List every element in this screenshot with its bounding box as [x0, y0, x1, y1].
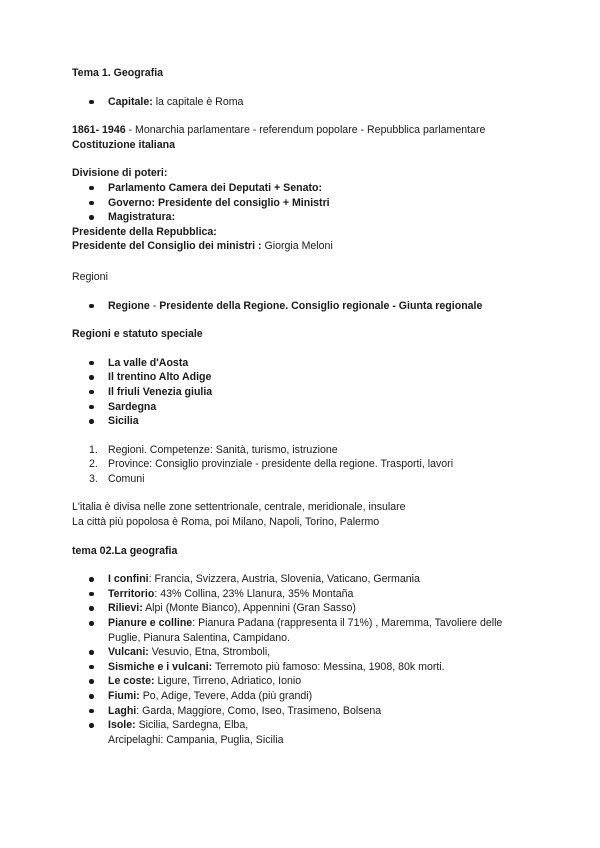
bullet-icon — [89, 419, 94, 424]
bullet-icon — [89, 606, 94, 611]
bullet-icon — [89, 375, 94, 380]
bullet-icon — [89, 723, 94, 728]
list-item-capitale: Capitale: la capitale è Roma — [72, 95, 542, 110]
statuto-heading: Regioni e statuto speciale — [72, 328, 203, 341]
regioni-label: Regioni — [72, 270, 108, 283]
bullet-icon — [89, 186, 94, 191]
list-item: La valle d'Aosta — [72, 356, 542, 371]
list-item: Vulcani: Vesuvio, Etna, Stromboli, — [72, 645, 542, 660]
geografia-list — [72, 572, 542, 747]
history-line: 1861- 1946 - Monarchia parlamentare - referendum popolare - Repubblica parlamentare — [72, 124, 486, 137]
capitale-list — [72, 95, 542, 110]
list-item: I confini: Francia, Svizzera, Austria, Slovenia, Vaticano, Germania — [72, 572, 542, 587]
bullet-icon — [89, 577, 94, 582]
list-item: Sardegna — [72, 400, 542, 415]
bullet-icon — [89, 621, 94, 626]
citta-line: La città più popolosa è Roma, poi Milano, Napoli, Torino, Palermo — [72, 516, 380, 529]
list-item: Le coste: Ligure, Tirreno, Adriatico, Ionio — [72, 674, 542, 689]
list-item: Il friuli Venezia giulia — [72, 385, 542, 400]
list-item: Sismiche e i vulcani: Terremoto più famoso: Messina, 1908, 80k morti. — [72, 660, 542, 675]
bullet-icon — [89, 304, 94, 309]
bullet-icon — [89, 709, 94, 714]
numbered-item: 2. Province: Consiglio provinziale - presidente della regione. Trasporti, lavori — [89, 458, 454, 471]
list-item: Governo: Presidente del consiglio + Ministri — [72, 196, 542, 211]
list-item: Parlamento Camera dei Deputati + Senato: — [72, 181, 542, 196]
list-item: Laghi: Garda, Maggiore, Como, Iseo, Trasimeno, Bolsena — [72, 704, 542, 719]
divisione-heading: Divisione di poteri: — [72, 167, 168, 180]
divisione-list — [72, 181, 542, 225]
bullet-icon — [89, 390, 94, 395]
livelli-list — [72, 443, 542, 487]
document-page — [72, 66, 542, 747]
bullet-icon — [89, 694, 94, 699]
bullet-icon — [89, 215, 94, 220]
bullet-icon — [89, 405, 94, 410]
regione-list — [72, 299, 542, 314]
bullet-icon — [89, 665, 94, 670]
presidente-consiglio-line: Presidente del Consiglio dei ministri : Giorgia Meloni — [72, 240, 333, 253]
list-item: Magistratura: — [72, 210, 542, 225]
bullet-icon — [89, 650, 94, 655]
list-item: Rilievi: Alpi (Monte Bianco), Appennini (Gran Sasso) — [72, 601, 542, 616]
list-item: Isole: Sicilia, Sardegna, Elba, — [72, 718, 542, 733]
presidente-repubblica-line: Presidente della Repubblica: — [72, 225, 217, 238]
list-item: Fiumi: Po, Adige, Tevere, Adda (più grandi) — [72, 689, 542, 704]
list-item: Il trentino Alto Adige — [72, 370, 542, 385]
bullet-icon — [89, 201, 94, 206]
bullet-icon — [89, 361, 94, 366]
bullet-icon — [89, 100, 94, 105]
statuto-list — [72, 356, 542, 429]
section-title-tema2: tema 02.La geografia — [72, 544, 178, 557]
bullet-icon — [89, 679, 94, 684]
costituzione-heading: Costituzione italiana — [72, 138, 176, 151]
section-title-tema1: Tema 1. Geografia — [72, 67, 164, 79]
zone-line: L'italia è divisa nelle zone settentrionale, centrale, meridionale, insulare — [72, 501, 406, 514]
list-item: Pianure e colline: Pianura Padana (rappresenta il 71%) , Maremma, Tavoliere delle Puglie, Pianura Salentina, Campidano. — [72, 616, 508, 645]
bullet-icon — [89, 592, 94, 597]
numbered-item: 1. Regioni. Competenze: Sanità, turismo, istruzione — [89, 443, 338, 456]
list-item: Territorio: 43% Collina, 23% Llanura, 35% Montaña — [72, 587, 542, 602]
numbered-item: 3. Comuni — [89, 472, 145, 485]
list-item-regione: Regione - Presidente della Regione. Consiglio regionale - Giunta regionale — [72, 299, 542, 314]
list-item: Sicilia — [72, 414, 542, 429]
list-item-continuation: Arcipelaghi: Campania, Puglia, Sicilia — [108, 733, 284, 746]
